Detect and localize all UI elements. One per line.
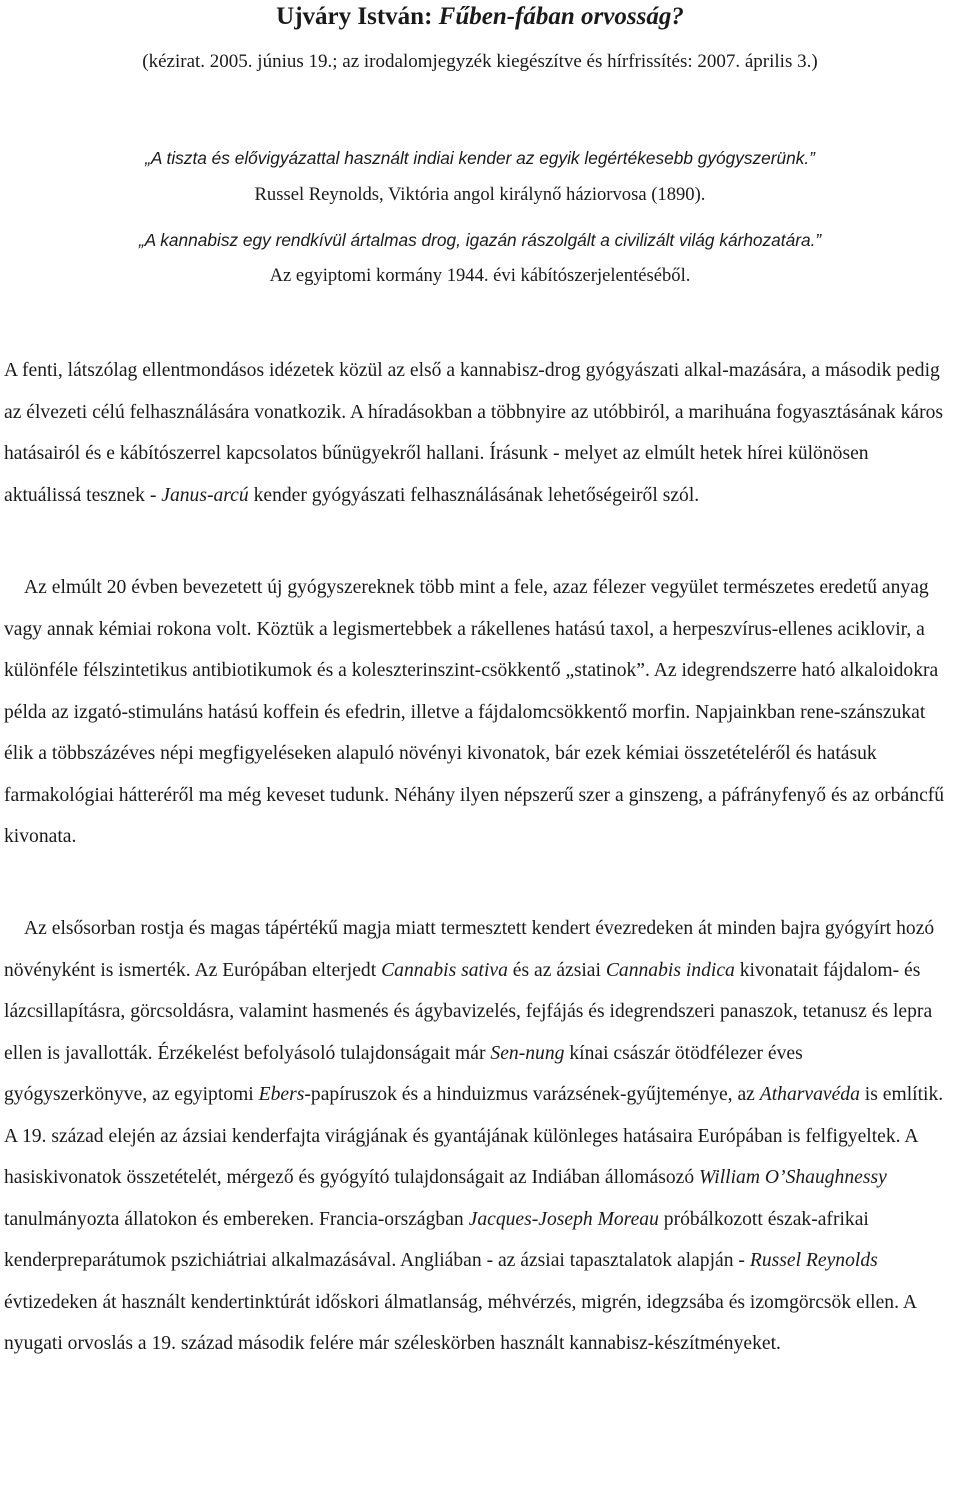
paragraph-3-italic-atharvaveda: Atharvavéda	[759, 1084, 860, 1105]
paragraph-3-text-7: tanulmányozta állatokon és embereken. Francia-országban	[4, 1208, 469, 1230]
paragraph-3	[4, 908, 948, 1365]
epigraph-quote-1: „A tiszta és elővigyázattal használt indiai kender az egyik legértékesebb gyógyszerünk.”	[145, 148, 815, 168]
paragraph-3-text-1: Az elsősorban rostja és magas tápértékű magja miatt termesztett kendert évezredeken át minden bajra gyógyírt hozó növényként is ismerték. Az Európában elterjedt	[4, 918, 935, 981]
epigraph-attribution-2: Az egyiptomi kormány 1944. évi kábítószerjelentéséből.	[269, 265, 691, 286]
paragraph-1-italic-janus: Janus-arcú	[161, 484, 249, 506]
paragraph-3-text-6: is említik. A 19. század elején az ázsiai kenderfajta virágjának és gyantájának különleges hatásaira Európában is felfigyeltek. A hasiskivonatok összetételét, mérgező és gyógyító tulajdonságait az Indiában állomásozó	[4, 1084, 944, 1188]
epigraph-quote-2: „A kannabisz egy rendkívül ártalmas drog, igazán rászolgált a civilizált világ kárhozatára.”	[138, 230, 822, 250]
paragraph-3-italic-sen-nung: Sen-nung	[490, 1042, 565, 1064]
paragraph-3-text-5: -papíruszok és a hinduizmus varázsének-gyűjteménye, az	[304, 1084, 760, 1105]
epigraph-attribution-1: Russel Reynolds, Viktória angol királynő háziorvosa (1890).	[254, 184, 706, 205]
paragraph-3-italic-ebers: Ebers	[258, 1084, 305, 1105]
document-subtitle: (kézirat. 2005. június 19.; az irodalomjegyzék kiegészítve és hírfrissítés: 2007. április 3.)	[142, 51, 818, 72]
paragraph-3-text-8: próbálkozott észak-afrikai kenderpreparátumok pszichiátriai alkalmazásával. Angliában - az ázsiai tapasztalatok alapján -	[4, 1208, 869, 1271]
paragraph-3-italic-oshaughnessy: William O’Shaughnessy	[699, 1167, 887, 1188]
paragraph-3-text-3: kivonatait fájdalom- és lázcsillapításra, görcsoldásra, valamint hasmenés és ágybavizelés, fejfájás és idegrendszeri panaszok, tetanusz és lepra ellen is javallották. Érzékelést befolyásoló tulajdonságait már	[4, 959, 933, 1064]
paragraph-1-text-c: kender gyógyászati felhasználásának lehetőségeiről szól.	[248, 484, 700, 506]
document-title	[0, 2, 960, 32]
paragraph-3-text-9: évtizedeken át használt kendertinktúrát időskori álmatlanság, méhvérzés, migrén, idegzsába és izomgörcsök ellen. A nyugati orvoslás a 19. század második felére már széleskörben használt kannabisz-készítményeket.	[4, 1291, 916, 1354]
paragraph-3-italic-cannabis-indica: Cannabis indica	[605, 959, 735, 981]
paragraph-3-italic-cannabis-sativa: Cannabis sativa	[381, 959, 508, 981]
paragraph-2-text: Az elmúlt 20 évben bevezetett új gyógyszereknek több mint a fele, azaz félezer vegyület természetes eredetű anyag vagy annak kémiai rokona volt. Köztük a legismertebbek a rákellenes hatású taxol, a herpeszvírus-ellenes aciklovir, a különféle félszintetikus antibiotikumok és a koleszterinszint-csökkentő „statinok”. Az idegrendszerre ható alkaloidokra példa az izgató-stimuláns hatású koffein és efedrin, illetve a fájdalomcsökkentő morfin. Napjainkban rene-szánszukat élik a többszázéves népi megfigyeléseken alapuló növényi kivonatok, bár ezek kémiai összetételéről és hatásuk farmakológiai hátteréről ma még keveset tudunk. Néhány ilyen népszerű szer a ginszeng, a páfrányfenyő és az orbáncfű kivonata.	[4, 577, 945, 847]
paragraph-3-text-2: és az ázsiai	[507, 959, 606, 981]
paragraph-1	[4, 350, 948, 516]
paragraph-3-italic-moreau: Jacques-Joseph Moreau	[468, 1208, 659, 1230]
paragraph-1-text-a: A fenti, látszólag ellentmondásos idézetek közül az első a kannabisz-drog gyógyászati alkal-mazására, a második pedig az élvezeti célú felhasználására vonatkozik. A híradásokban a többnyire az utóbbiról, a marihuána fogyasztásának káros hatásairól és e kábítószerrel kapcsolatos bűnügyekről hallani. Írásunk - melyet az elmúlt hetek hírei különösen aktuálissá tesznek -	[4, 360, 944, 506]
paragraph-3-text-4: kínai császár ötödfélezer éves gyógyszerkönyve, az egyiptomi	[4, 1042, 803, 1105]
paragraph-2	[4, 567, 948, 858]
title-author: Ujváry István:	[276, 3, 439, 30]
title-work: Fűben-fában orvosság?	[438, 3, 684, 30]
paragraph-3-italic-reynolds: Russel Reynolds	[749, 1250, 878, 1271]
